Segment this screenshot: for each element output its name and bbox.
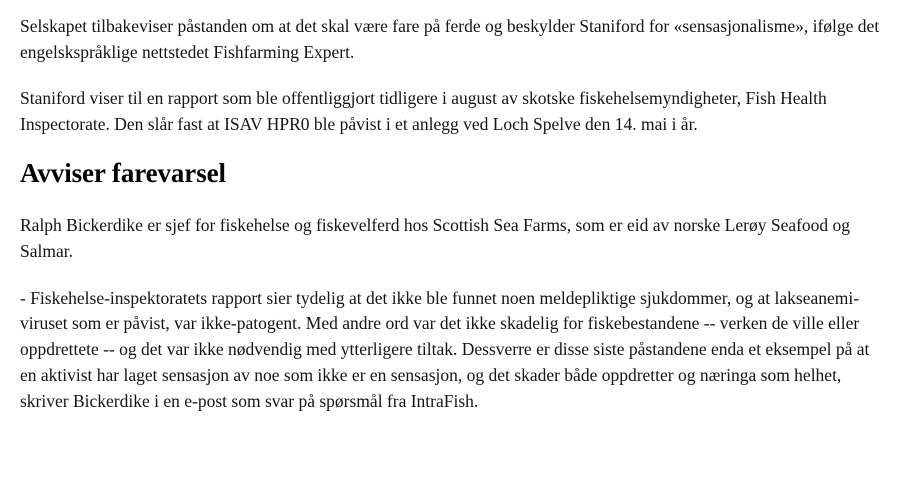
article-paragraph: - Fiskehelse-inspektoratets rapport sier tydelig at det ikke ble funnet noen meldepliktige sjukdommer, og at lakseanemi-viruset som er påvist, var ikke-patogent. Med andre ord var det ikke skadelig for fiskebestandene -- verken de ville eller oppdrettete -- og det var ikke nødvendig med ytterligere tiltak. Dessverre er disse siste påstandene enda et eksempel på at en aktivist har laget sensasjon av noe som ikke er en sensasjon, og det skader både oppdretter og næringa som helhet, skriver Bickerdike i en e-post som svar på spørsmål fra IntraFish. [20, 287, 870, 411]
section-heading: Avviser farevarsel [20, 157, 226, 188]
article-paragraph: Ralph Bickerdike er sjef for fiskehelse og fiskevelferd hos Scottish Sea Farms, som er eid av norske Lerøy Seafood og Salmar. [20, 215, 851, 261]
article-paragraph: Selskapet tilbakeviser påstanden om at det skal være fare på ferde og beskylder Staniford for «sensasjonalisme», ifølge det engelskspråklige nettstedet Fishfarming Expert. [20, 16, 880, 62]
article-paragraph: Staniford viser til en rapport som ble offentliggjort tidligere i august av skotske fiskehelsemyndigheter, Fish Health Inspectorate. Den slår fast at ISAV HPR0 ble påvist i et anlegg ved Loch Spelve den 14. mai i år. [20, 88, 827, 135]
